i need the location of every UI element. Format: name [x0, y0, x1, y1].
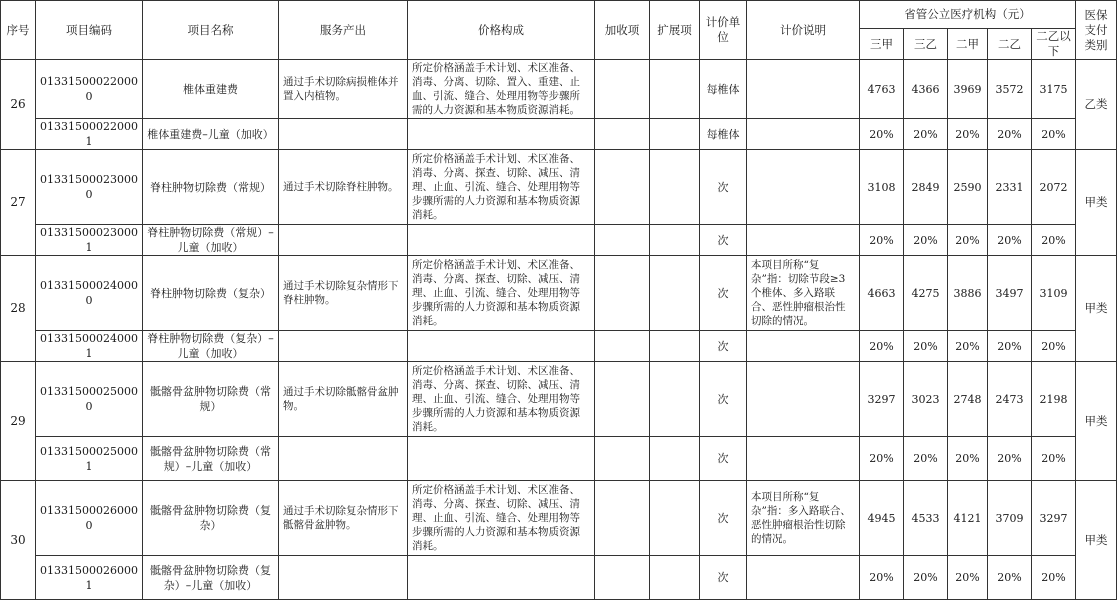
ext-item-cell	[650, 119, 700, 150]
price-cell: 2198	[1032, 362, 1076, 437]
add-item-cell	[595, 150, 650, 225]
price-cell: 20%	[988, 119, 1032, 150]
header-seq: 序号	[1, 1, 36, 60]
price-cell: 20%	[860, 119, 904, 150]
pay-type-cell: 乙类	[1076, 60, 1117, 150]
pay-type-cell: 甲类	[1076, 362, 1117, 481]
add-item-cell	[595, 437, 650, 481]
price-cell: 20%	[860, 225, 904, 256]
price-cell: 3886	[948, 256, 988, 331]
composition-cell	[408, 331, 595, 362]
header-pay-type: 医保支付类别	[1076, 1, 1117, 60]
price-cell: 20%	[904, 556, 948, 600]
add-item-cell	[595, 225, 650, 256]
price-cell: 2748	[948, 362, 988, 437]
price-cell: 20%	[904, 331, 948, 362]
price-cell: 2849	[904, 150, 948, 225]
price-cell: 3297	[1032, 481, 1076, 556]
unit-cell: 每椎体	[700, 119, 747, 150]
code-cell: 013315000240001	[36, 331, 143, 362]
price-cell: 4121	[948, 481, 988, 556]
unit-cell: 次	[700, 256, 747, 331]
seq-cell: 26	[1, 60, 36, 150]
price-cell: 2473	[988, 362, 1032, 437]
price-cell: 3023	[904, 362, 948, 437]
code-cell: 013315000230000	[36, 150, 143, 225]
ext-item-cell	[650, 437, 700, 481]
price-cell: 3108	[860, 150, 904, 225]
pay-type-cell: 甲类	[1076, 150, 1117, 256]
unit-cell: 次	[700, 331, 747, 362]
price-cell: 2072	[1032, 150, 1076, 225]
output-cell	[279, 437, 408, 481]
add-item-cell	[595, 331, 650, 362]
price-cell: 20%	[904, 119, 948, 150]
table-row	[1, 362, 1117, 437]
unit-cell: 次	[700, 481, 747, 556]
price-cell: 4533	[904, 481, 948, 556]
seq-cell: 29	[1, 362, 36, 481]
name-cell: 骶髂骨盆肿物切除费（常规）–儿童（加收）	[143, 437, 279, 481]
composition-cell: 所定价格涵盖手术计划、术区准备、消毒、分离、探查、切除、减压、清理、止血、引流、缝合、处理用物等步骤所需的人力资源和基本物质资源消耗。	[408, 150, 595, 225]
price-cell: 4945	[860, 481, 904, 556]
price-cell: 20%	[1032, 119, 1076, 150]
seq-cell: 27	[1, 150, 36, 256]
header-note: 计价说明	[747, 1, 860, 60]
table-row	[1, 256, 1117, 331]
table-row	[1, 481, 1117, 556]
code-cell: 013315000260001	[36, 556, 143, 600]
table-row	[1, 150, 1117, 225]
add-item-cell	[595, 60, 650, 119]
header-tier: 二甲	[948, 29, 988, 60]
code-cell: 013315000260000	[36, 481, 143, 556]
unit-cell: 次	[700, 225, 747, 256]
note-cell	[747, 362, 860, 437]
price-cell: 3297	[860, 362, 904, 437]
header-composition: 价格构成	[408, 1, 595, 60]
header-add-item: 加收项	[595, 1, 650, 60]
name-cell: 脊柱肿物切除费（复杂）–儿童（加收）	[143, 331, 279, 362]
price-cell: 2331	[988, 150, 1032, 225]
code-cell: 013315000250000	[36, 362, 143, 437]
price-cell: 20%	[1032, 556, 1076, 600]
ext-item-cell	[650, 481, 700, 556]
price-cell: 20%	[988, 556, 1032, 600]
price-cell: 20%	[860, 437, 904, 481]
price-cell: 20%	[1032, 331, 1076, 362]
code-cell: 013315000240000	[36, 256, 143, 331]
header-unit: 计价单位	[700, 1, 747, 60]
seq-cell: 28	[1, 256, 36, 362]
pay-type-cell: 甲类	[1076, 256, 1117, 362]
header-code: 项目编码	[36, 1, 143, 60]
header-price-group: 省管公立医疗机构（元）	[860, 1, 1076, 29]
table-row	[1, 437, 1117, 481]
ext-item-cell	[650, 225, 700, 256]
price-cell: 20%	[1032, 225, 1076, 256]
composition-cell: 所定价格涵盖手术计划、术区准备、消毒、分离、探查、切除、减压、清理、止血、引流、缝合、处理用物等步骤所需的人力资源和基本物质资源消耗。	[408, 256, 595, 331]
header-tier: 二乙	[988, 29, 1032, 60]
price-cell: 20%	[904, 437, 948, 481]
table-row	[1, 119, 1117, 150]
price-cell: 4663	[860, 256, 904, 331]
output-cell: 通过手术切除复杂情形下骶髂骨盆肿物。	[279, 481, 408, 556]
name-cell: 椎体重建费–儿童（加收）	[143, 119, 279, 150]
code-cell: 013315000220001	[36, 119, 143, 150]
note-cell	[747, 225, 860, 256]
name-cell: 骶髂骨盆肿物切除费（常规）	[143, 362, 279, 437]
note-cell	[747, 331, 860, 362]
price-cell: 4366	[904, 60, 948, 119]
name-cell: 脊柱肿物切除费（常规）–儿童（加收）	[143, 225, 279, 256]
add-item-cell	[595, 256, 650, 331]
price-cell: 20%	[948, 331, 988, 362]
price-cell: 3572	[988, 60, 1032, 119]
note-cell: 本项目所称“复杂”指：切除节段≥3个椎体、多入路联合、恶性肿瘤根治性切除的情况。	[747, 256, 860, 331]
header-output: 服务产出	[279, 1, 408, 60]
output-cell: 通过手术切除复杂情形下脊柱肿物。	[279, 256, 408, 331]
composition-cell: 所定价格涵盖手术计划、术区准备、消毒、分离、探查、切除、减压、清理、止血、引流、缝合、处理用物等步骤所需的人力资源和基本物质资源消耗。	[408, 362, 595, 437]
composition-cell: 所定价格涵盖手术计划、术区准备、消毒、分离、切除、置入、重建、止血、引流、缝合、处理用物等步骤所需的人力资源和基本物质资源消耗。	[408, 60, 595, 119]
output-cell	[279, 331, 408, 362]
unit-cell: 次	[700, 150, 747, 225]
price-cell: 20%	[948, 225, 988, 256]
table-row	[1, 331, 1117, 362]
price-cell: 20%	[860, 331, 904, 362]
header-ext-item: 扩展项	[650, 1, 700, 60]
price-cell: 3109	[1032, 256, 1076, 331]
ext-item-cell	[650, 60, 700, 119]
composition-cell	[408, 119, 595, 150]
output-cell: 通过手术切除骶髂骨盆肿物。	[279, 362, 408, 437]
table-row	[1, 225, 1117, 256]
name-cell: 骶髂骨盆肿物切除费（复杂）	[143, 481, 279, 556]
code-cell: 013315000220000	[36, 60, 143, 119]
price-cell: 3969	[948, 60, 988, 119]
ext-item-cell	[650, 362, 700, 437]
name-cell: 脊柱肿物切除费（常规）	[143, 150, 279, 225]
price-cell: 4763	[860, 60, 904, 119]
composition-cell	[408, 225, 595, 256]
price-cell: 20%	[1032, 437, 1076, 481]
note-cell	[747, 119, 860, 150]
output-cell	[279, 225, 408, 256]
price-cell: 20%	[860, 556, 904, 600]
pay-type-cell: 甲类	[1076, 481, 1117, 600]
note-cell	[747, 556, 860, 600]
price-cell: 20%	[988, 331, 1032, 362]
price-cell: 4275	[904, 256, 948, 331]
header-tier: 二乙以下	[1032, 29, 1076, 60]
name-cell: 椎体重建费	[143, 60, 279, 119]
price-cell: 20%	[948, 556, 988, 600]
add-item-cell	[595, 362, 650, 437]
ext-item-cell	[650, 150, 700, 225]
add-item-cell	[595, 119, 650, 150]
price-cell: 20%	[988, 225, 1032, 256]
composition-cell: 所定价格涵盖手术计划、术区准备、消毒、分离、探查、切除、减压、清理、止血、引流、缝合、处理用物等步骤所需的人力资源和基本物质资源消耗。	[408, 481, 595, 556]
unit-cell: 次	[700, 556, 747, 600]
table-row	[1, 60, 1117, 119]
ext-item-cell	[650, 256, 700, 331]
note-cell	[747, 60, 860, 119]
note-cell: 本项目所称“复杂”指：多入路联合、恶性肿瘤根治性切除的情况。	[747, 481, 860, 556]
composition-cell	[408, 437, 595, 481]
price-cell: 3175	[1032, 60, 1076, 119]
unit-cell: 次	[700, 362, 747, 437]
price-cell: 20%	[988, 437, 1032, 481]
code-cell: 013315000250001	[36, 437, 143, 481]
price-cell: 2590	[948, 150, 988, 225]
price-cell: 3497	[988, 256, 1032, 331]
price-cell: 20%	[948, 119, 988, 150]
output-cell: 通过手术切除病损椎体并置入内植物。	[279, 60, 408, 119]
note-cell	[747, 150, 860, 225]
header-tier: 三甲	[860, 29, 904, 60]
code-cell: 013315000230001	[36, 225, 143, 256]
ext-item-cell	[650, 331, 700, 362]
ext-item-cell	[650, 556, 700, 600]
table-row	[1, 556, 1117, 600]
price-cell: 20%	[904, 225, 948, 256]
header-tier: 三乙	[904, 29, 948, 60]
name-cell: 骶髂骨盆肿物切除费（复杂）–儿童（加收）	[143, 556, 279, 600]
output-cell: 通过手术切除脊柱肿物。	[279, 150, 408, 225]
name-cell: 脊柱肿物切除费（复杂）	[143, 256, 279, 331]
unit-cell: 次	[700, 437, 747, 481]
price-cell: 20%	[948, 437, 988, 481]
output-cell	[279, 556, 408, 600]
seq-cell: 30	[1, 481, 36, 600]
price-cell: 3709	[988, 481, 1032, 556]
composition-cell	[408, 556, 595, 600]
output-cell	[279, 119, 408, 150]
add-item-cell	[595, 481, 650, 556]
header-name: 项目名称	[143, 1, 279, 60]
note-cell	[747, 437, 860, 481]
table-body	[1, 60, 1117, 600]
add-item-cell	[595, 556, 650, 600]
unit-cell: 每椎体	[700, 60, 747, 119]
